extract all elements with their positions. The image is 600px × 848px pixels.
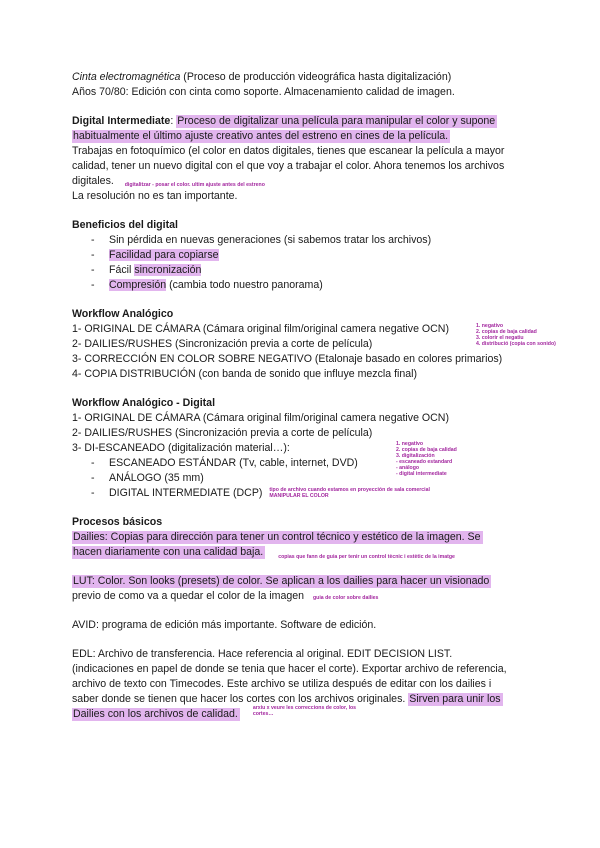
- wf-digital-line-1: 1- ORIGINAL DE CÁMARA (Cámara original film/original camera negative OCN): [72, 412, 449, 424]
- di-paragraph-1: Trabajas en fotoquímico (el color en datos digitales, tienes que escanear la película a mayor: [72, 145, 505, 157]
- document-page: [72, 70, 556, 722]
- edl-highlight-2: Dailies con los archivos de calidad.: [73, 708, 238, 720]
- wf-digital-note-2: 2. copias de baja calidad: [396, 447, 457, 453]
- intro-line-1: [72, 70, 532, 85]
- beneficios-list: [72, 233, 532, 293]
- di-paragraph-2: calidad, tener un nuevo digital con el que voy a trabajar el color. Ahora tenemos los archivos: [72, 160, 505, 172]
- edl-highlight-1: Sirven para unir los: [409, 693, 501, 705]
- procesos-title: Procesos básicos: [72, 516, 163, 528]
- wf-digital-notes: [396, 441, 457, 477]
- lut-highlight: LUT: Color. Son looks (presets) de color. Se aplican a los dailies para hacer un visionado: [73, 575, 490, 587]
- beneficios-item-4-text: (cambia todo nuestro panorama): [166, 279, 323, 291]
- dailies-line-2: [72, 545, 532, 560]
- lut-text: previo de como va a quedar el color de la imagen: [72, 590, 305, 602]
- di-highlight-2: habitualmente el último ajuste creativo antes del estreno en cines de la película.: [73, 130, 449, 142]
- edl-line-4-text: saber donde se tienen que hacer los cortes con los archivos originales.: [72, 693, 409, 705]
- beneficios-item-3-hl: sincronización: [134, 264, 202, 276]
- intro-line-2: Años 70/80: Edición con cinta como soporte. Almacenamiento calidad de imagen.: [72, 86, 455, 98]
- wf-digital-section: [72, 396, 532, 501]
- wf-digital-line-2: 2- DAILIES/RUSHES (Sincronización previa a corte de película): [72, 427, 373, 439]
- wf-analogico-line-1: 1- ORIGINAL DE CÁMARA (Cámara original film/original camera negative OCN): [72, 323, 449, 335]
- wf-analogico-notes: [476, 323, 556, 347]
- di-highlight-1: Proceso de digitalizar una película para manipular el color y supone: [177, 115, 496, 127]
- di-colon: :: [170, 115, 177, 127]
- edl-line-5: [72, 707, 532, 722]
- beneficios-item-2-hl: Facilidad para copiarse: [109, 249, 219, 261]
- di-paragraph-4: La resolución no es tan importante.: [72, 190, 238, 202]
- wf-digital-note-5: - análogo: [396, 465, 420, 471]
- wf-digital-title: Workflow Analógico - Digital: [72, 397, 216, 409]
- edl-margin-note-1: arxiu x veure les correccions de color, los: [252, 705, 357, 711]
- edl-note-block: [253, 705, 356, 717]
- dailies-highlight-2: hacen diariamente con una calidad baja.: [73, 546, 264, 558]
- wf-digital-note-6: - digital intermediate: [396, 471, 447, 477]
- wf-digital-sublist: [72, 456, 532, 501]
- beneficios-item-1: - Sin pérdida en nuevas generaciones (si sabemos tratar los archivos): [72, 233, 532, 248]
- wf-digital-sub-3: [72, 486, 532, 501]
- lut-line-2: [72, 589, 532, 604]
- edl-line-1: EDL: Archivo de transferencia. Hace referencia al original. EDIT DECISION LIST.: [72, 648, 453, 660]
- wf-digital-line-3: 3- DI-ESCANEADO (digitalización material…):: [72, 442, 290, 454]
- wf-digital-note-3: 3. digitalización: [396, 453, 435, 459]
- wf-analogico-note-1: 1. negativo: [476, 323, 504, 329]
- di-paragraph-3-line: [72, 174, 532, 189]
- wf-digital-sub-3-text: DIGITAL INTERMEDIATE (DCP): [109, 487, 263, 499]
- wf-analogico-note-4: 4. distribució (copia con sonido): [476, 341, 556, 347]
- wf-digital-note-1: 1. negativo: [396, 441, 424, 447]
- wf-analogico-line-2: 2- DAILIES/RUSHES (Sincronización previa a corte de película): [72, 338, 373, 350]
- dcp-note-2: MANIPULAR EL COLOR: [269, 493, 329, 499]
- wf-analogico-line-4: 4- COPIA DISTRIBUCIÓN (con banda de sonido que influye mezcla final): [72, 368, 418, 380]
- wf-analogico-note-3: 3. colorir el negatiu: [476, 335, 524, 341]
- di-line-1: [72, 114, 532, 129]
- wf-digital-note-4: - escaneado estandard: [396, 459, 453, 465]
- edl-line-2: (indicaciones en papel de donde se tenia que hacer el corte). Exportar archivo de referencia,: [72, 663, 507, 675]
- intro-title-rest: (Proceso de producción videográfica hasta digitalización): [180, 71, 452, 83]
- beneficios-title: Beneficios del digital: [72, 219, 178, 231]
- wf-analogico-title: Workflow Analógico: [72, 308, 174, 320]
- beneficios-item-4: [72, 278, 532, 293]
- dcp-note-1: tipo de archivo cuando estamos en proyección de sala comercial: [269, 487, 430, 493]
- intro-title: Cinta electromagnética: [72, 71, 181, 83]
- edl-margin-note-2: cortes…: [252, 711, 274, 717]
- di-paragraph-3: digitales.: [72, 175, 114, 187]
- lut-margin-note: guia de color sobre dailies: [312, 595, 379, 601]
- dailies-highlight-1: Dailies: Copias para dirección para tener un control técnico y estético de la imagen. Se: [73, 531, 481, 543]
- beneficios-item-3-text: Fácil: [109, 264, 135, 276]
- wf-analogico-line-3: 3- CORRECCIÓN EN COLOR SOBRE NEGATIVO (Etalonaje basado en colores primarios): [72, 353, 503, 365]
- di-margin-note: digitalitzar - posar el color. ultim ajuste antes del estreno: [124, 182, 265, 188]
- di-title: Digital Intermediate: [72, 115, 171, 127]
- edl-line-3: archivo de texto con Timecodes. Este archivo se utiliza después de editar con los dailies i: [72, 678, 492, 690]
- beneficios-item-2: [72, 248, 532, 263]
- wf-digital-sub-1: - ESCANEADO ESTÁNDAR (Tv, cable, internet, DVD): [72, 456, 532, 471]
- wf-analogico-note-2: 2. copias de baja calidad: [476, 329, 537, 335]
- wf-digital-sub-2: - ANÁLOGO (35 mm): [72, 471, 532, 486]
- dcp-note-block: [269, 487, 430, 499]
- avid-line: AVID: programa de edición más importante. Software de edición.: [72, 619, 377, 631]
- wf-analogico-section: [72, 307, 556, 382]
- beneficios-item-4-hl: Compresión: [109, 279, 167, 291]
- dailies-margin-note: copias que fann de guia per tenir un control tècnic i estètic de la imatge: [278, 554, 455, 560]
- beneficios-item-3: [72, 263, 532, 278]
